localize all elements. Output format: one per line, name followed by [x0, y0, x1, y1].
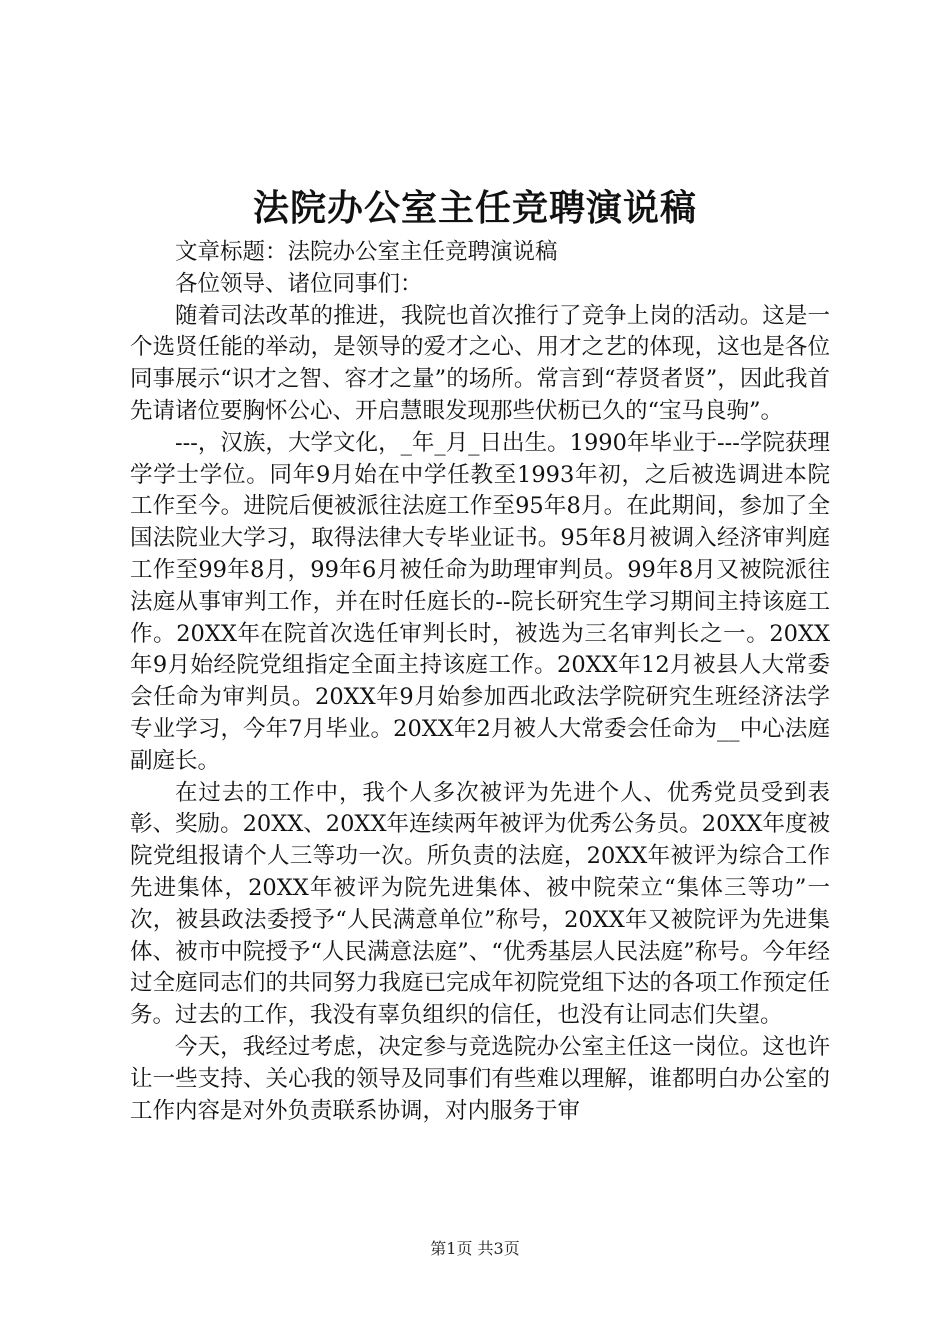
document-title: 法院办公室主任竞聘演说稿	[252, 187, 697, 229]
paragraph-intro: 随着司法改革的推进，我院也首次推行了竞争上岗的活动。这是一个选贤任能的举动，是领导的爱才之心、用才之艺的体现，这也是各位同事展示“识才之智、容才之量”的场所。常言到“荐贤者贤”，因此我首先请诸位要胸怀公心、开启慧眼发现那些伏枥已久的“宝马良驹”。	[130, 302, 830, 424]
paragraph-biography: ---，汉族，大学文化，_年_月_日出生。1990年毕业于---学院获理学学士学位。同年9月始在中学任教至1993年初，之后被选调进本院工作至今。进院后便被派往法庭工作至95年8月。在此期间，参加了全国法院业大学习，取得法律大专毕业证书。95年8月被调入经济审判庭工作至99年8月，99年6月被任命为助理审判员。99年8月又被院派往法庭从事审判工作，并在时任庭长的--院长研究生学习期间主持该庭工作。20XX年在院首次选任审判长时，被选为三名审判长之一。20XX年9月始经院党组指定全面主持该庭工作。20XX年12月被县人大常委会任命为审判员。20XX年9月始参加西北政法学院研究生班经济法学专业学习，今年7月毕业。20XX年2月被人大常委会任命为__中心法庭副庭长。	[130, 429, 830, 774]
paragraph-achievements: 在过去的工作中，我个人多次被评为先进个人、优秀党员受到表彰、奖励。20XX、20XX年连续两年被评为优秀公务员。20XX年度被院党组报请个人三等功一次。所负责的法庭，20XX年被评为综合工作先进集体，20XX年被评为院先进集体、被中院荣立“集体三等功”一次，被县政法委授予“人民满意单位”称号，20XX年又被院评为先进集体、被市中院授予“人民满意法庭”、“优秀基层人民法庭”称号。今年经过全庭同志们的共同努力我庭已完成年初院党组下达的各项工作预定任务。过去的工作，我没有辜负组织的信任，也没有让同志们失望。	[130, 779, 830, 1029]
document-body	[130, 237, 830, 1127]
page-number-footer: 第1页 共3页	[430, 1239, 520, 1258]
paragraph-decision: 今天，我经过考虑，决定参与竞选院办公室主任这一岗位。这也许让一些支持、关心我的领导及同事们有些难以理解，谁都明白办公室的工作内容是对外负责联系协调，对内服务于审	[130, 1033, 830, 1124]
salutation: 各位领导、诸位同事们：	[175, 270, 423, 297]
article-title-line: 文章标题：法院办公室主任竞聘演说稿	[175, 239, 558, 265]
